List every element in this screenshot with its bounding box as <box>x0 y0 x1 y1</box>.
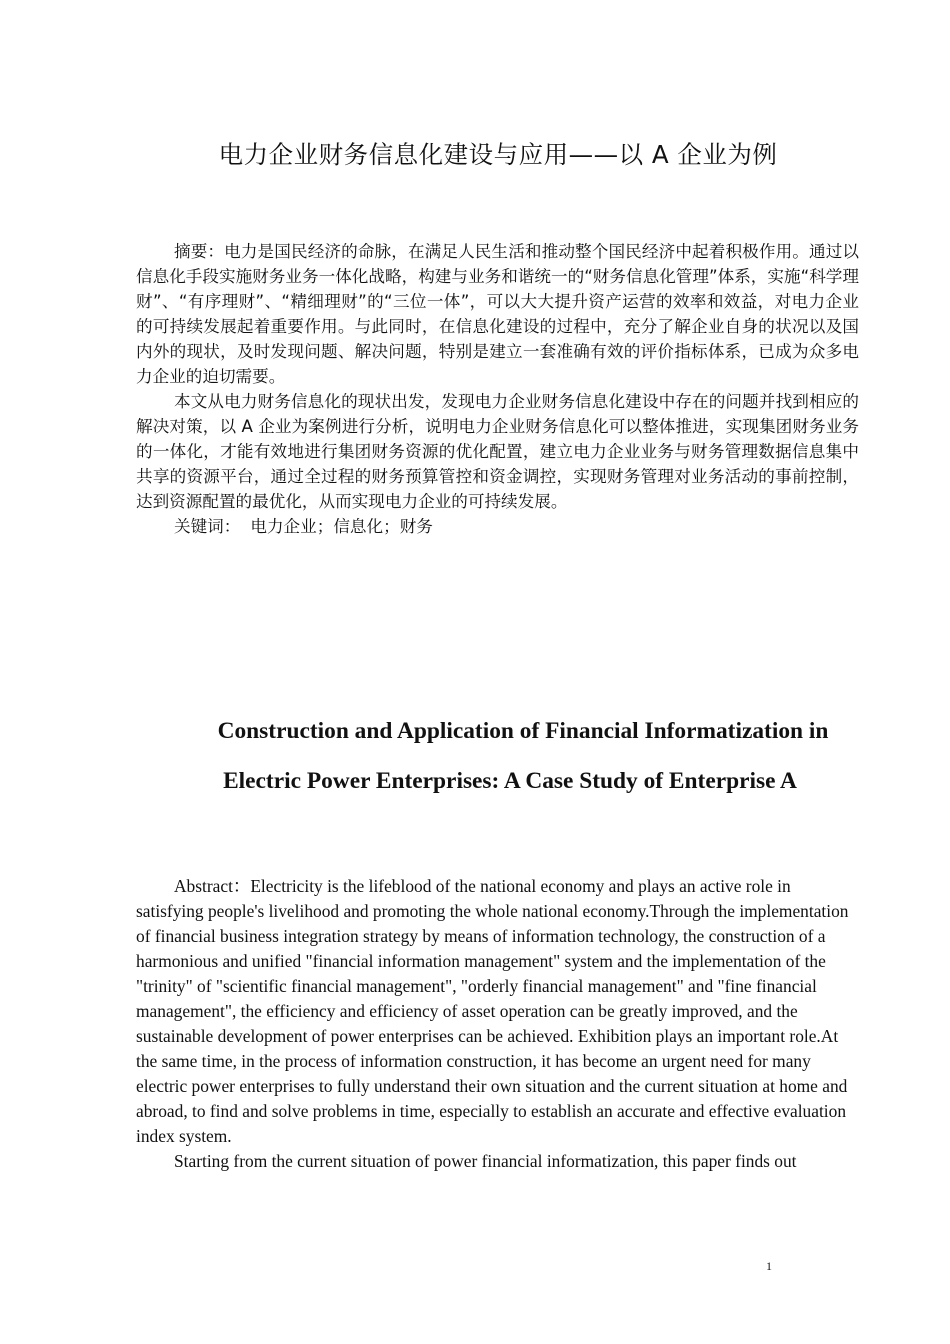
english-title-line-2: Electric Power Enterprises: A Case Study of Enterprise A <box>223 768 797 794</box>
chinese-abstract-text-1: 电力是国民经济的命脉，在满足人民生活和推动整个国民经济中起着积极作用。通过以信息化手段实施财务业务一体化战略，构建与业务和谐统一的“财务信息化管理”体系，实施“科学理财”、“有序理财”、“精细理财”的“三位一体”，可以大大提升资产运营的效率和效益，对电力企业的可持续发展起着重要作用。与此同时，在信息化建设的过程中，充分了解企业自身的状况以及国内外的现状，及时发现问题、解决问题，特别是建立一套准确有效的评价指标体系，已成为众多电力企业的迫切需要。 <box>136 242 860 386</box>
english-title-line-1: Construction and Application of Financial Informatization in <box>217 718 829 744</box>
english-abstract-paragraph-1 <box>136 874 862 1149</box>
chinese-abstract-paragraph-1 <box>136 239 859 389</box>
chinese-abstract-label: 摘要： <box>174 242 225 261</box>
english-abstract-paragraph-2: Starting from the current situation of power financial informatization, this paper finds out <box>174 1151 797 1171</box>
chinese-title: 电力企业财务信息化建设与应用——以 A 企业为例 <box>218 140 778 169</box>
english-abstract-label: Abstract： <box>174 876 251 896</box>
chinese-keywords-text: 电力企业；信息化；财务 <box>250 517 433 536</box>
chinese-abstract-paragraph-2: 本文从电力财务信息化的现状出发，发现电力企业财务信息化建设中存在的问题并找到相应的解决对策，以 A 企业为案例进行分析，说明电力企业财务信息化可以整体推进，实现集团财务业务的一体化，才能有效地进行集团财务资源的优化配置，建立电力企业业务与财务管理数据信息集中共享的资源平台，通过全过程的财务预算管控和资金调控，实现财务管理对业务活动的事前控制，达到资源配置的最优化，从而实现电力企业的可持续发展。 <box>136 392 859 511</box>
chinese-keywords <box>136 514 859 539</box>
english-abstract <box>136 874 862 1174</box>
english-abstract-text-1: Electricity is the lifeblood of the national economy and plays an active role in satisfying people's livelihood and promoting the whole national economy.Through the implementation of financial business integration strategy by means of information technology, the construction of a harmonious and unified "financial information management" system and the implementation of the "trinity" of "scientific financial management", "orderly financial management" and "fine financial management", the efficiency and efficiency of asset operation can be greatly improved, and the sustainable development of power enterprises can be achieved. Exhibition plays an important role.At the same time, in the process of information construction, it has become an urgent need for many electric power enterprises to fully understand their own situation and the current situation at home and abroad, to find and solve problems in time, especially to establish an accurate and effective evaluation index system. <box>136 876 849 1146</box>
chinese-keywords-label: 关键词： <box>174 517 241 536</box>
english-title <box>130 706 890 806</box>
chinese-abstract <box>136 239 859 539</box>
page-number: 1 <box>766 1259 772 1273</box>
